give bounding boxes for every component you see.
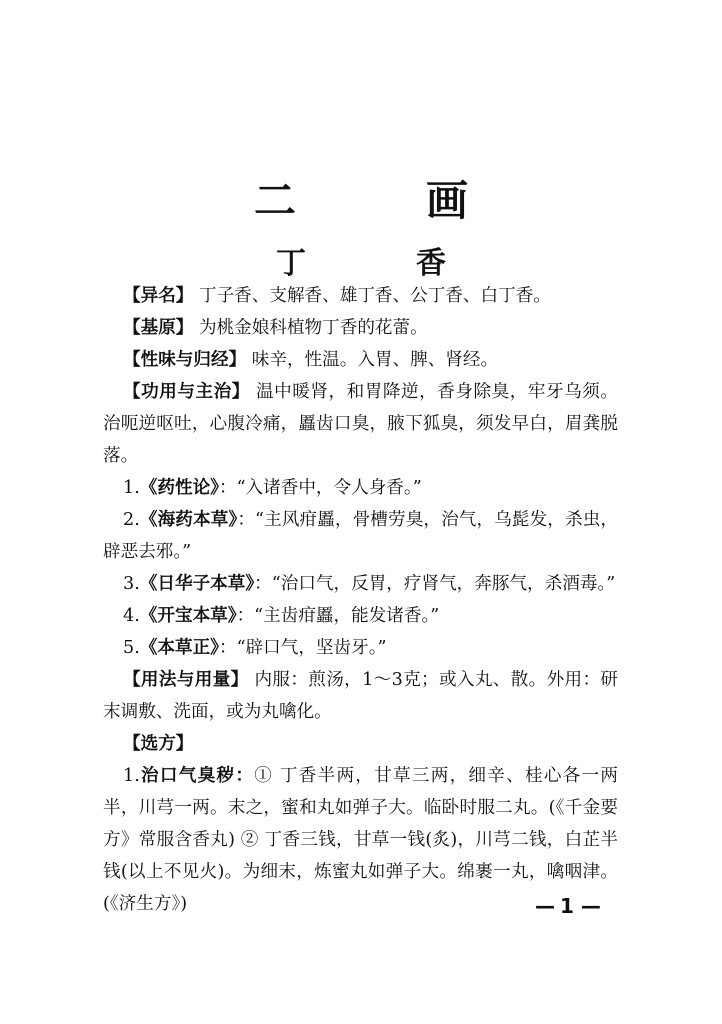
citation-number: 5.: [123, 638, 140, 658]
citation-quote: ：“辟口气，坚齿牙。”: [218, 638, 387, 658]
origin-label: 【基原】: [123, 317, 194, 338]
citation-quote: ：“治口气，反胃，疗肾气，奔豚气，杀酒毒。”: [254, 574, 616, 594]
aliases-label: 【异名】: [123, 285, 194, 306]
function-paragraph: [103, 376, 618, 472]
citation-number: 4.: [123, 606, 140, 626]
origin-text: 为桃金娘科植物丁香的花蕾。: [198, 318, 428, 338]
entry-title: 丁 香: [276, 246, 486, 281]
aliases-paragraph: [103, 280, 618, 312]
citation-number: 2.: [123, 510, 140, 530]
entry-body: [103, 280, 618, 920]
citation-4: [103, 600, 618, 632]
citation-quote: ：“主齿疳䘌，能发诸香。”: [236, 606, 440, 626]
page-number-value: 1: [559, 894, 574, 918]
citation-source: 《药性论》: [139, 477, 219, 498]
citation-5: [103, 632, 618, 664]
citation-quote: ：“主风疳䘌，骨槽劳臭，治气，乌髭发，杀虫，辟恶去邪。”: [103, 510, 619, 562]
aliases-text: 丁子香、支解香、雄丁香、公丁香、白丁香。: [198, 286, 551, 306]
citation-source: 《本草正》: [139, 637, 219, 658]
origin-paragraph: [103, 312, 618, 344]
formulas-heading: [103, 728, 618, 760]
citation-source: 《海药本草》: [139, 509, 238, 530]
function-text: 温中暖肾，和胃降逆，香身除臭，牢牙乌须。治呃逆呕吐，心腹冷痛，䘌齿口臭，腋下狐臭，须发早白，眉龚脱落。: [103, 382, 618, 466]
usage-text: 内服：煎汤，1～3克；或入丸、散。外用：研末调敷、洗面，或为丸噙化。: [103, 670, 619, 722]
nature-paragraph: [103, 344, 618, 376]
citation-source: 《开宝本草》: [139, 605, 237, 626]
citation-1: [103, 472, 618, 504]
formula-text: ① 丁香半两，甘草三两，细辛、桂心各一两半，川芎一两。末之，蜜和丸如弹子大。临卧时服二丸。(《千金要方》常服含香丸) ② 丁香三钱，甘草一钱(炙)，川芎二钱，白芷半钱(以上不见火)。为细末，炼蜜丸如弹子大。绵裹一丸，噙咽津。(《济生方》): [103, 766, 618, 914]
nature-label: 【性味与归经】: [123, 349, 247, 370]
function-label: 【功用与主治】: [123, 381, 250, 402]
formulas-label: 【选方】: [123, 733, 194, 754]
citation-3: [103, 568, 618, 600]
citation-number: 3.: [123, 574, 140, 594]
usage-paragraph: [103, 664, 618, 728]
citation-number: 1.: [123, 478, 140, 498]
chapter-title: 二 画: [253, 176, 512, 225]
citation-quote: ：“入诸香中，令人身香。”: [218, 478, 422, 498]
page-number: — 1 —: [535, 894, 599, 918]
citation-source: 《日华子本草》: [139, 573, 255, 594]
formula-number: 1.: [123, 766, 140, 786]
citation-2: [103, 504, 618, 568]
nature-text: 味辛，性温。入胃、脾、肾经。: [251, 350, 499, 370]
usage-label: 【用法与用量】: [123, 669, 249, 690]
formula-title: 治口气臭秽：: [139, 765, 255, 786]
